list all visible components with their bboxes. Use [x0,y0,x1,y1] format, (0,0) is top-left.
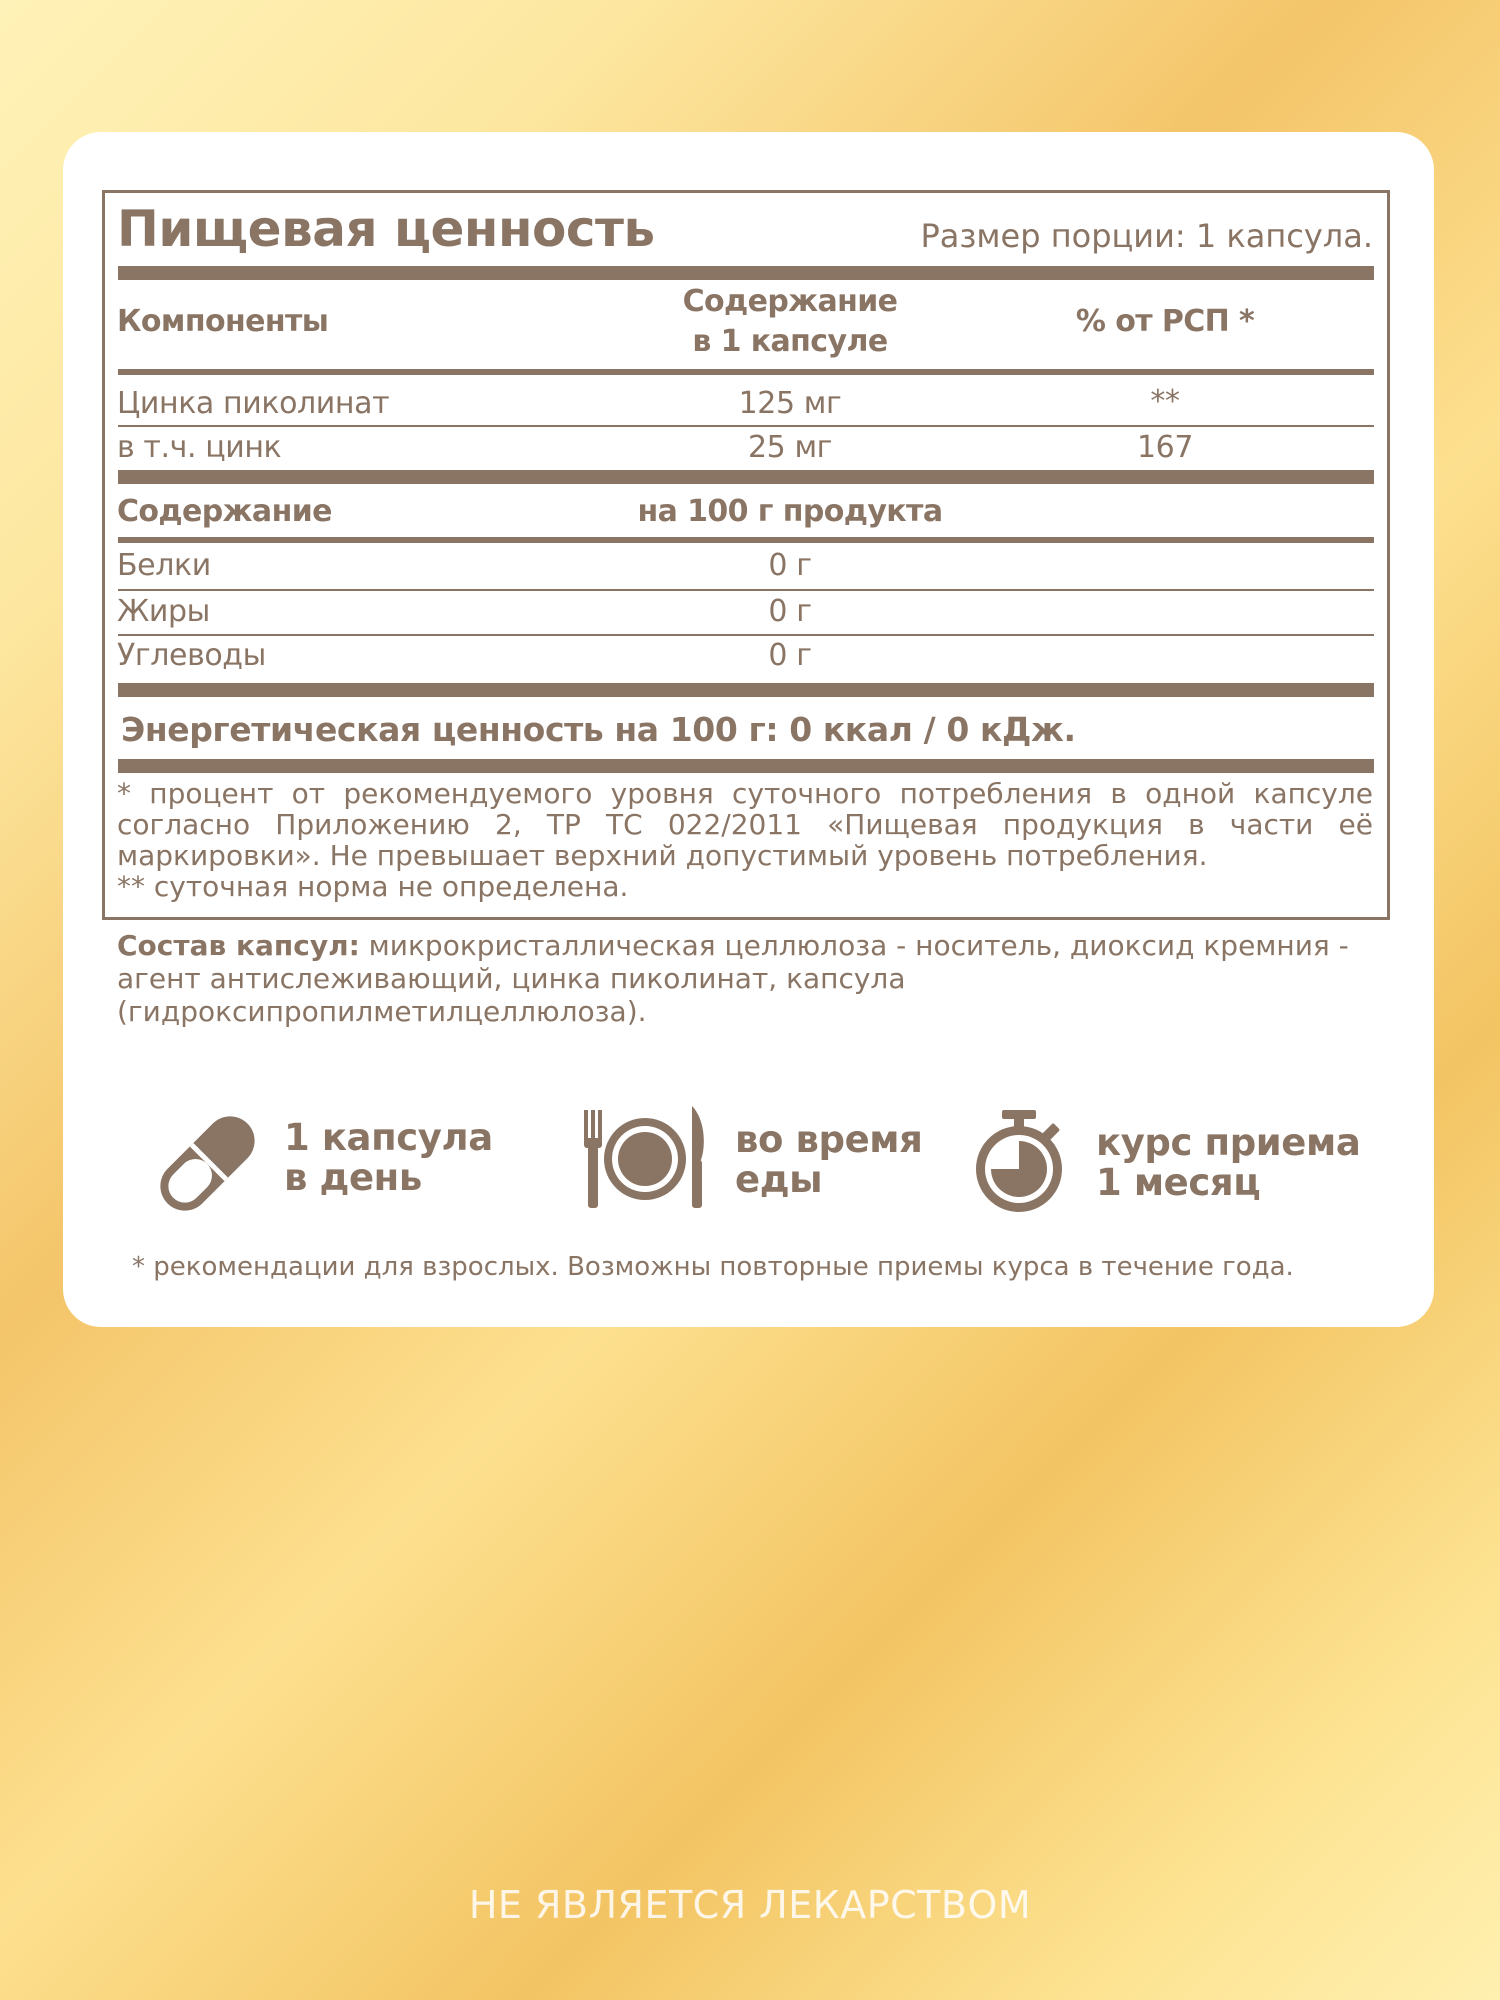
divider-bar [118,470,1374,484]
macro-value: 0 г [768,594,812,629]
section2-label: Содержание [117,494,332,529]
usage-dose-line1: 1 капсула [284,1116,493,1159]
usage-timing-line2: еды [735,1158,823,1201]
usage-dose-line2: в день [284,1156,422,1199]
divider-bar [118,537,1374,543]
row-percent: 167 [1136,430,1194,465]
composition-label: Состав капсул: [117,929,360,962]
macro-name: Жиры [117,594,210,629]
energy-value: Энергетическая ценность на 100 г: 0 ккал / 0 кДж. [121,710,1076,749]
header-component: Компоненты [117,304,329,339]
section2-per100: на 100 г продукта [637,494,943,529]
usage-timing-line1: во время [735,1118,923,1161]
footnotes [117,778,1373,902]
usage-course-line2: 1 месяц [1096,1161,1261,1204]
macro-name: Углеводы [117,638,266,673]
row-divider [118,425,1374,427]
divider-bar [118,683,1374,697]
macro-value: 0 г [768,548,812,583]
divider-bar [118,369,1374,375]
header-content-line1: Содержание [682,284,898,319]
row-name: в т.ч. цинк [117,430,282,465]
footnote-norm: ** суточная норма не определена. [117,870,629,903]
macro-name: Белки [117,548,211,583]
macro-value: 0 г [768,638,812,673]
composition [117,929,1387,1028]
row-divider [118,634,1374,636]
row-divider [118,589,1374,591]
capsule-icon [150,1106,265,1221]
row-amount: 125 мг [738,386,842,421]
composition-text: микрокристаллическая целлюлоза - носитель, диоксид кремния - агент антислеживающий, цинка пиколинат, капсула (гидроксипропилметилцеллюлоза). [117,929,1349,1028]
row-percent: ** [1150,384,1180,419]
recommendation-note: * рекомендации для взрослых. Возможны повторные приемы курса в течение года. [132,1252,1294,1282]
row-name: Цинка пиколинат [117,386,390,421]
footnote-rsp: * процент от рекомендуемого уровня суточного потребления в одной капсуле согласно Приложению 2, ТР ТС 022/2011 «Пищевая продукция в части её маркировки». Не превышает верхний допустимый уровень потребления. [117,777,1373,872]
stopwatch-icon [974,1108,1064,1214]
row-amount: 25 мг [747,430,833,465]
divider-bar [118,759,1374,773]
serving-size: Размер порции: 1 капсула. [920,217,1373,255]
header-rsp: % от РСП * [1075,304,1255,339]
header-content-line2: в 1 капсуле [692,324,888,359]
nutrition-title: Пищевая ценность [117,200,655,258]
usage-course-line1: курс приема [1096,1121,1361,1164]
disclaimer: НЕ ЯВЛЯЕТСЯ ЛЕКАРСТВОМ [468,1883,1032,1927]
divider-bar [118,266,1374,280]
plate-cutlery-icon [582,1104,710,1210]
